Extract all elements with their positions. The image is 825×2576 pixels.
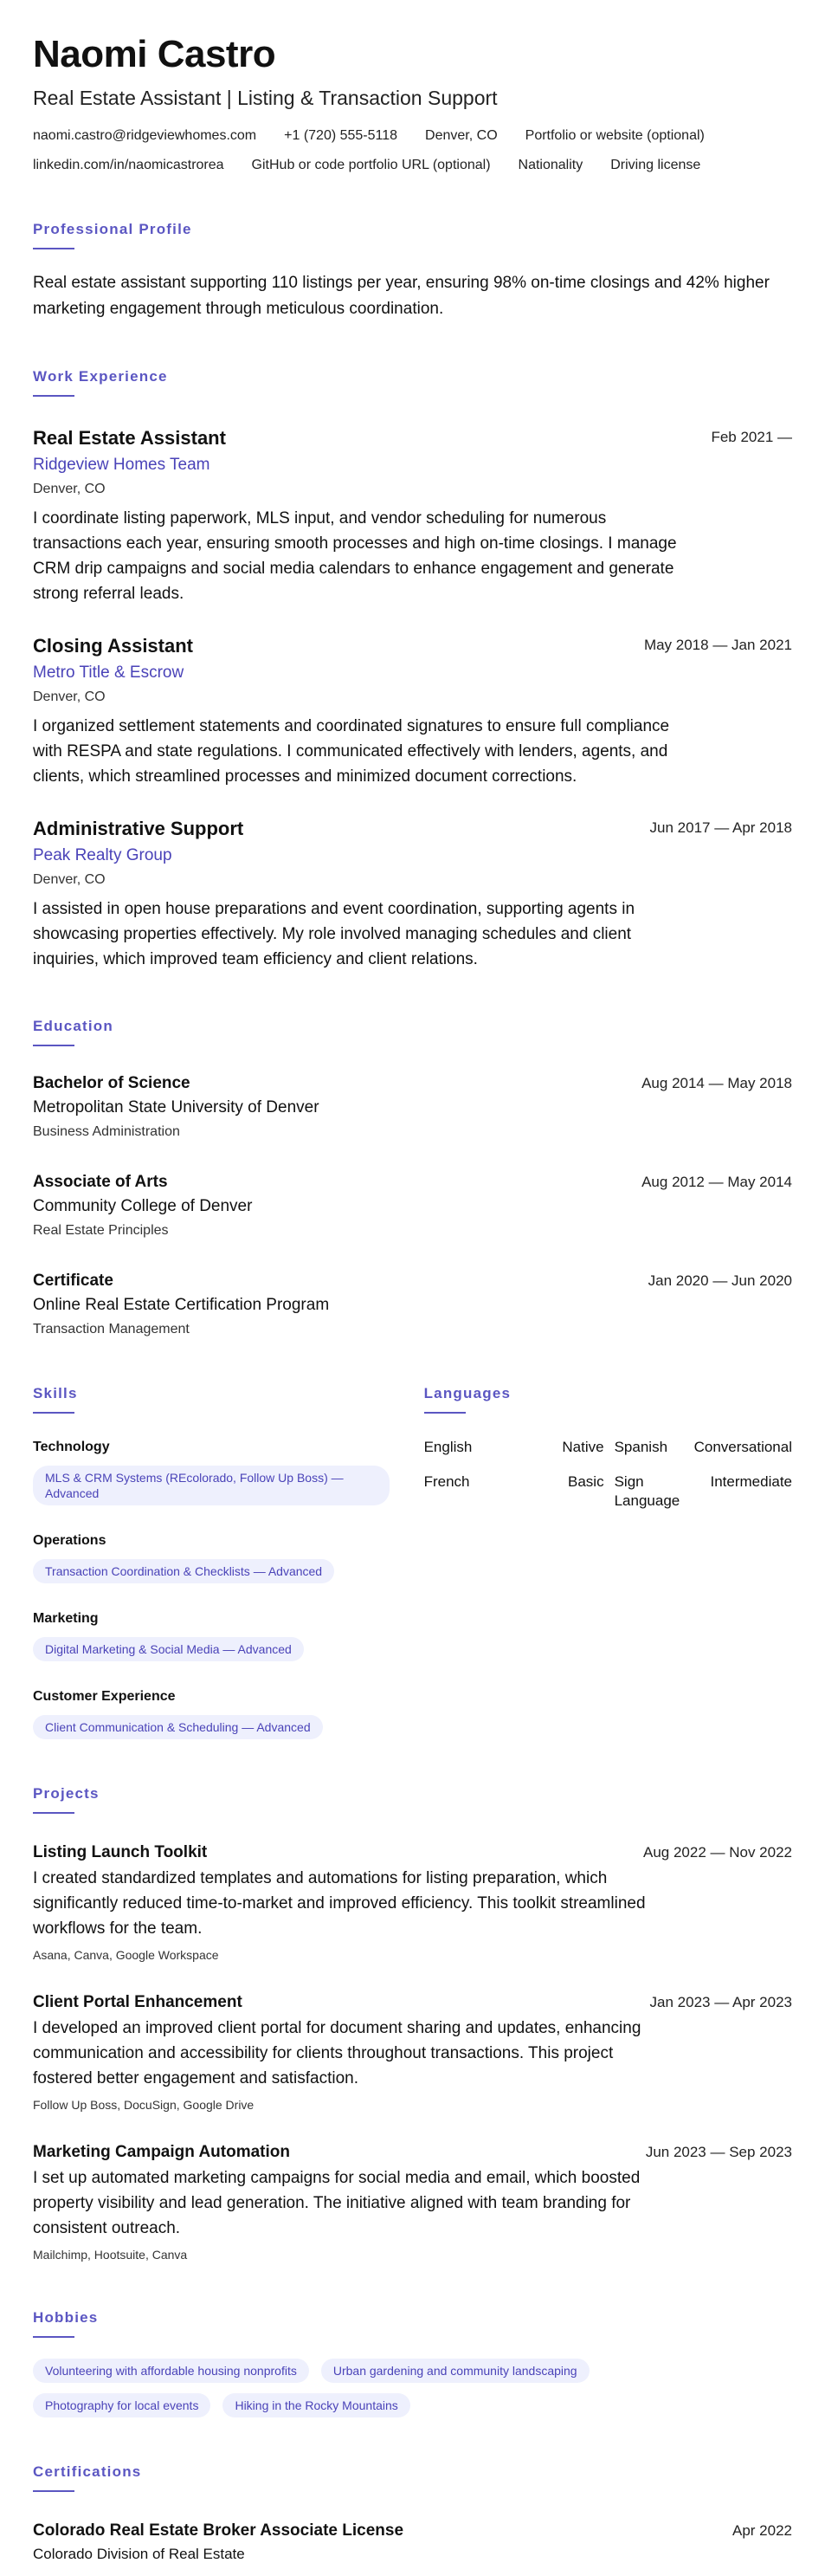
contact-driving-license: Driving license xyxy=(610,158,701,172)
experience-dates: Feb 2021 — xyxy=(711,429,792,445)
project-description: I created standardized templates and automations for listing preparation, which significantly reduced time-to-market and improved efficiency. This toolkit streamlined workflows for the team. xyxy=(33,1869,646,1938)
skill-category: Customer Experience xyxy=(33,1689,176,1704)
hobby-chip-row xyxy=(33,2359,691,2417)
language-name: Sign Language xyxy=(614,1473,680,1509)
skill-group xyxy=(33,1609,390,1661)
section-divider xyxy=(33,248,74,249)
projects-section xyxy=(33,1784,792,2263)
section-title-languages: Languages xyxy=(423,1385,512,1401)
section-title-education: Education xyxy=(33,1018,113,1034)
certification-issuer: Colorado Division of Real Estate xyxy=(33,2546,245,2562)
languages-grid xyxy=(424,1438,792,1511)
education-field: Business Administration xyxy=(33,1124,180,1139)
experience-role: Closing Assistant xyxy=(33,635,193,657)
certification-entry xyxy=(33,2520,792,2565)
contact-nationality: Nationality xyxy=(518,158,583,172)
education-entry xyxy=(33,1171,792,1240)
section-title-profile: Professional Profile xyxy=(33,221,192,237)
education-school: Metropolitan State University of Denver xyxy=(33,1098,319,1116)
section-divider xyxy=(33,395,74,397)
skill-chip: Client Communication & Scheduling — Advanced xyxy=(33,1715,323,1739)
section-divider xyxy=(33,1412,74,1414)
project-entry xyxy=(33,1991,792,2113)
education-entry xyxy=(33,1270,792,1339)
education-dates: Aug 2012 — May 2014 xyxy=(641,1174,792,1190)
skill-category: Operations xyxy=(33,1533,106,1548)
project-entry xyxy=(33,1841,792,1964)
education-degree: Bachelor of Science xyxy=(33,1074,190,1092)
education-dates: Jan 2020 — Jun 2020 xyxy=(648,1272,792,1289)
experience-role: Real Estate Assistant xyxy=(33,427,226,449)
experience-entry xyxy=(33,634,792,789)
language-name: Spanish xyxy=(614,1439,668,1455)
hobby-chip: Photography for local events xyxy=(33,2393,210,2417)
experience-description: I assisted in open house preparations and event coordination, supporting agents in showcasing properties effectively. My role involved managing schedules and client inquiries, which improved team efficiency and client relations. xyxy=(33,900,635,968)
certification-name: Colorado Real Estate Broker Associate License xyxy=(33,2521,404,2540)
section-divider xyxy=(33,1812,74,1814)
experience-section xyxy=(33,367,792,972)
language-name: English xyxy=(423,1439,473,1455)
hobby-chip: Hiking in the Rocky Mountains xyxy=(222,2393,409,2417)
section-divider xyxy=(33,2336,74,2338)
profile-summary: Real estate assistant supporting 110 listings per year, ensuring 98% on-time closings and 42% higher marketing engagement through meticulous coordination. xyxy=(33,274,770,318)
hobby-chip: Volunteering with affordable housing nonprofits xyxy=(33,2359,309,2383)
section-title-hobbies: Hobbies xyxy=(33,2309,99,2326)
language-name: French xyxy=(423,1473,470,1490)
experience-dates: Jun 2017 — Apr 2018 xyxy=(649,819,792,836)
section-title-certifications: Certifications xyxy=(33,2463,142,2480)
project-name: Client Portal Enhancement xyxy=(33,1993,242,2011)
experience-entry xyxy=(33,817,792,972)
contact-linkedin[interactable]: linkedin.com/in/naomicastrorea xyxy=(33,158,224,172)
education-section xyxy=(33,1017,792,1339)
section-divider xyxy=(33,1045,74,1046)
language-level: Conversational xyxy=(693,1439,792,1455)
section-divider xyxy=(424,1412,466,1414)
skill-chip: Transaction Coordination & Checklists — Advanced xyxy=(33,1559,334,1583)
project-name: Listing Launch Toolkit xyxy=(33,1843,208,1861)
languages-section xyxy=(424,1384,792,1739)
skills-languages-row xyxy=(33,1384,792,1739)
skill-group xyxy=(33,1438,390,1505)
section-title-skills: Skills xyxy=(33,1385,78,1401)
language-level: Native xyxy=(562,1439,604,1455)
education-degree: Associate of Arts xyxy=(33,1173,168,1191)
education-field: Real Estate Principles xyxy=(33,1223,169,1238)
experience-company: Metro Title & Escrow xyxy=(33,663,184,682)
project-dates: Jan 2023 — Apr 2023 xyxy=(649,1994,792,2010)
project-dates: Aug 2022 — Nov 2022 xyxy=(642,1844,792,1861)
section-divider xyxy=(33,2490,74,2492)
skill-category: Technology xyxy=(33,1440,110,1454)
skill-chip-row xyxy=(33,1559,390,1583)
profile-section xyxy=(33,220,792,322)
contact-portfolio[interactable]: Portfolio or website (optional) xyxy=(525,128,705,143)
experience-company: Peak Realty Group xyxy=(33,846,172,864)
education-field: Transaction Management xyxy=(33,1322,190,1337)
experience-location: Denver, CO xyxy=(33,872,106,887)
project-name: Marketing Campaign Automation xyxy=(33,2143,290,2161)
experience-role: Administrative Support xyxy=(33,818,244,839)
education-dates: Aug 2014 — May 2018 xyxy=(641,1075,792,1091)
contact-location: Denver, CO xyxy=(425,128,498,143)
experience-entry xyxy=(33,426,792,606)
section-title-projects: Projects xyxy=(33,1785,100,1802)
project-description: I developed an improved client portal for document sharing and updates, enhancing communication and accessibility for clients throughout transactions. This project fostered better engagement and satisfaction. xyxy=(33,2019,641,2087)
skill-chip-row xyxy=(33,1637,390,1661)
contact-github[interactable]: GitHub or code portfolio URL (optional) xyxy=(251,158,491,172)
section-title-experience: Work Experience xyxy=(33,368,168,385)
skill-chip: Digital Marketing & Social Media — Advanced xyxy=(33,1637,304,1661)
education-school: Community College of Denver xyxy=(33,1197,253,1215)
project-tools: Asana, Canva, Google Workspace xyxy=(33,1948,219,1962)
skill-chip-row xyxy=(33,1715,390,1739)
certification-date: Apr 2022 xyxy=(732,2522,792,2539)
experience-description: I organized settlement statements and coordinated signatures to ensure full compliance with RESPA and state regulations. I communicated effectively with lenders, agents, and clients, which streamlined processes and minimized document corrections. xyxy=(33,717,670,786)
skill-group xyxy=(33,1531,390,1583)
education-entry xyxy=(33,1072,792,1142)
candidate-headline: Real Estate Assistant | Listing & Transaction Support xyxy=(33,87,498,109)
contact-email[interactable]: naomi.castro@ridgeviewhomes.com xyxy=(33,128,257,143)
project-tools: Mailchimp, Hootsuite, Canva xyxy=(33,2248,188,2262)
resume-header xyxy=(33,33,792,175)
project-dates: Jun 2023 — Sep 2023 xyxy=(645,2144,792,2160)
experience-dates: May 2018 — Jan 2021 xyxy=(643,637,792,653)
contact-phone[interactable]: +1 (720) 555-5118 xyxy=(284,128,398,143)
certifications-section xyxy=(33,2463,792,2565)
candidate-name: Naomi Castro xyxy=(33,33,276,75)
skill-group xyxy=(33,1687,390,1739)
language-level: Intermediate xyxy=(710,1473,792,1490)
experience-company: Ridgeview Homes Team xyxy=(33,456,210,474)
experience-location: Denver, CO xyxy=(33,689,106,704)
contact-list xyxy=(33,126,792,175)
hobbies-section xyxy=(33,2308,792,2417)
project-tools: Follow Up Boss, DocuSign, Google Drive xyxy=(33,2098,255,2112)
experience-description: I coordinate listing paperwork, MLS input, and vendor scheduling for numerous transactions each year, ensuring smooth processes and high on-time closings. I manage CRM drip campaigns and social media calendars to enhance engagement and generate strong referral leads. xyxy=(33,509,677,603)
project-entry xyxy=(33,2141,792,2263)
skill-category: Marketing xyxy=(33,1611,99,1626)
education-school: Online Real Estate Certification Program xyxy=(33,1296,330,1314)
language-level: Basic xyxy=(568,1473,604,1490)
skill-chip: MLS & CRM Systems (REcolorado, Follow Up Boss) — Advanced xyxy=(33,1466,390,1505)
hobby-chip: Urban gardening and community landscaping xyxy=(321,2359,590,2383)
project-description: I set up automated marketing campaigns for social media and email, which boosted property visibility and lead generation. The initiative aligned with team branding for consistent outreach. xyxy=(33,2169,641,2237)
skills-section xyxy=(33,1384,390,1739)
experience-location: Denver, CO xyxy=(33,482,106,496)
education-degree: Certificate xyxy=(33,1272,113,1290)
skill-chip-row xyxy=(33,1466,390,1505)
